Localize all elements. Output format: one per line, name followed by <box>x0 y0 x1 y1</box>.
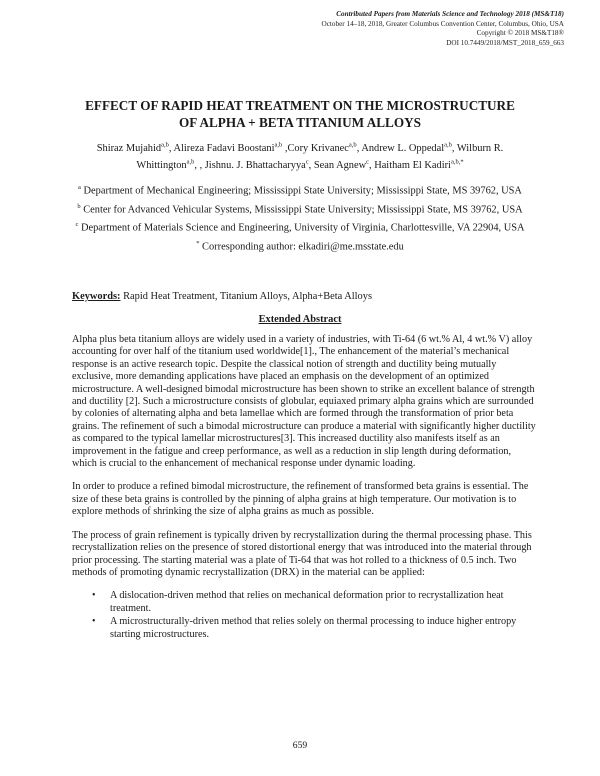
author: Alireza Fadavi Boostani$^{a,b}$ , <box>173 142 288 155</box>
keywords-line <box>72 290 532 303</box>
author: Haitham El Kadiri$^{a,b,*}$ <box>374 158 464 172</box>
paragraph: Alpha plus beta titanium alloys are widely used in a variety of industries, with Ti-64 (6 wt.% Al, 4 wt.% V) alloy accounting for over half of the titanium used worldwide[1]., The enhancement of the material’s mechanical response is an active research topic. Despite the classical notion of strength and ductility being mutually exclusive, more demanding applications have placed an emphasis on the development of an optimized microstructure. A well-designed bimodal microstructure has been shown to strike an excellent balance of strength and ductility [2]. Such a microstructure consists of globular, equiaxed primary alpha grains which are surrounded by colonies of alternating alpha and beta lamellae which are formed through the transformation of prior beta grains. The refinement of such a bimodal microstructure can produce a material with significantly higher ductility as compared to the typical lamellar microstructures[3]. This increased ductility also manifests itself as an improvement in the fatigue and creep performance, as well as a reduction in slip length during deformation, which is crucial to the enhancement of mechanical response under dynamic loading. <box>72 334 536 470</box>
corresponding-author: * Corresponding author: elkadiri@me.msstate.edu <box>196 240 404 253</box>
author: Wilburn R. Whittington$^{a,b}$, , <box>136 143 504 172</box>
affiliation-a: $^a$ Department of Mechanical Engineering; Mississippi State University; Mississippi State, MS 39762, USA <box>78 184 522 197</box>
title-line-1: EFFECT OF RAPID HEAT TREATMENT ON THE MICROSTRUCTURE <box>85 98 515 113</box>
copyright-line: Copyright © 2018 MS&T18® <box>476 29 564 38</box>
keywords-text: Rapid Heat Treatment, Titanium Alloys, Alpha+Beta Alloys <box>123 291 372 302</box>
page-number: 659 <box>292 740 308 751</box>
title-line-2: OF ALPHA + BETA TITANIUM ALLOYS <box>179 115 421 130</box>
author: Cory Krivanec$^{a,b}$, <box>287 142 362 155</box>
list-item: • A dislocation-driven method that relies on mechanical deformation prior to recrystallization heat treatment. <box>92 590 504 614</box>
author: Andrew L. Oppedal$^{a,b}$, <box>361 142 457 155</box>
abstract-body <box>72 334 538 642</box>
author: Shiraz Mujahid$^{a,b}$, <box>96 142 174 155</box>
list-item: • A microstructurally-driven method that relies solely on thermal processing to induce higher entropy starting microstructures. <box>92 616 517 640</box>
section-heading: Extended Abstract <box>258 314 342 325</box>
conference-header <box>204 10 564 48</box>
paper-title <box>60 97 540 131</box>
method-list <box>72 590 538 641</box>
conference-dates-location: October 14–18, 2018, Greater Columbus Convention Center, Columbus, Ohio, USA <box>321 19 564 28</box>
paragraph: The process of grain refinement is typically driven by recrystallization during the thermal processing phase. This recrystallization relies on the presence of stored distortional energy that was introduced into the material through prior processing. The starting material was a plate of Ti-64 that was hot rolled to a thickness of 0.5 inch. Two methods of promoting dynamic recrystallization (DRX) in the material can be applied: <box>72 529 532 578</box>
affiliation-list <box>66 181 534 256</box>
bullet-icon: • <box>92 590 96 602</box>
bullet-icon: • <box>92 616 96 628</box>
affiliation-c: $^c$ Department of Materials Science and Engineering, University of Virginia, Charlottesville, VA 22904, USA <box>75 221 525 234</box>
affiliation-b: $^b$ Center for Advanced Vehicular Systems, Mississippi State University; Mississippi State, MS 39762, USA <box>77 202 523 216</box>
keywords-label: Keywords: <box>72 291 121 302</box>
author: Sean Agnew$^c$, <box>313 158 375 172</box>
doi-line: DOI 10.7449/2018/MST_2018_659_663 <box>446 38 564 47</box>
author: Jishnu. J. Bhattacharyya$^c$, <box>204 158 314 172</box>
conference-name: Contributed Papers from Materials Science and Technology 2018 (MS&T18) <box>336 10 564 18</box>
author-list <box>66 139 534 173</box>
paragraph: In order to produce a refined bimodal microstructure, the refinement of transformed beta grains is essential. The size of these beta grains is controlled by the pinning of alpha grains at high temperature. Our motivation is to explore methods of shrinking the size of alpha grains as much as possible. <box>72 481 529 518</box>
